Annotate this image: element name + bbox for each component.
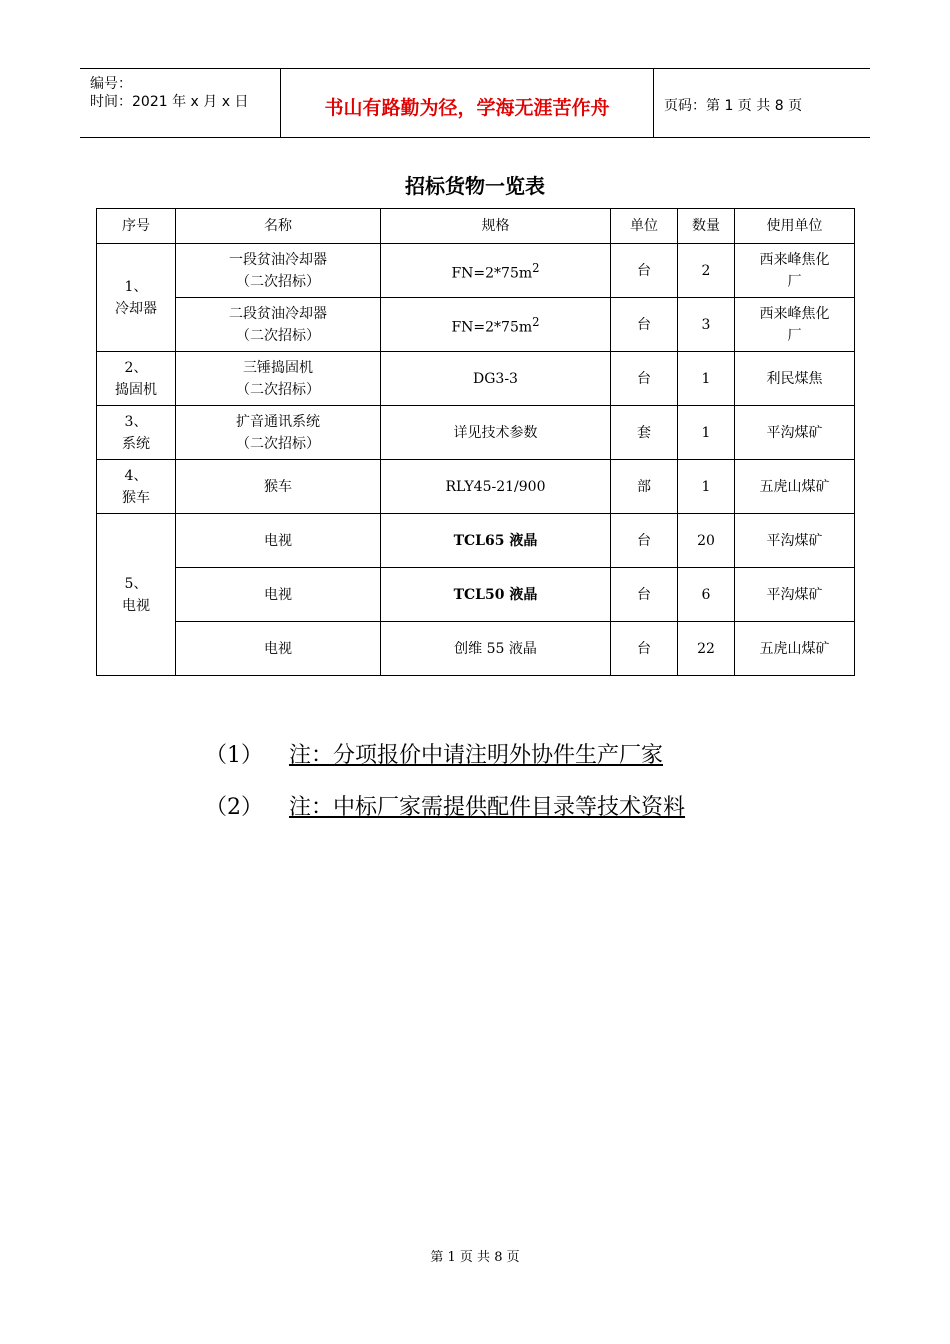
name-cell: 电视 bbox=[176, 568, 381, 622]
item-name: 一段贫油冷却器 bbox=[229, 251, 327, 268]
qty-cell: 20 bbox=[678, 514, 735, 568]
number-label: 编号： bbox=[90, 76, 132, 92]
note-item bbox=[205, 790, 685, 842]
name-cell bbox=[176, 244, 381, 298]
spec-cell bbox=[381, 298, 611, 352]
group-category: 冷却器 bbox=[115, 300, 157, 317]
unit-cell: 台 bbox=[611, 514, 678, 568]
table-row bbox=[97, 244, 855, 298]
group-category: 电视 bbox=[122, 597, 150, 614]
header-unit: 单位 bbox=[611, 209, 678, 244]
spec-cell: 创维 55 液晶 bbox=[381, 622, 611, 676]
item-name-note: （二次招标） bbox=[236, 381, 320, 398]
name-cell: 猴车 bbox=[176, 460, 381, 514]
group-category: 捣固机 bbox=[115, 381, 157, 398]
spec-cell: DG3-3 bbox=[381, 352, 611, 406]
qty-cell: 1 bbox=[678, 352, 735, 406]
group-seq: 5、 bbox=[124, 575, 148, 592]
table-header-row bbox=[97, 209, 855, 244]
name-cell bbox=[176, 352, 381, 406]
user-name: 西来峰焦化 bbox=[759, 251, 830, 268]
unit-cell: 台 bbox=[611, 568, 678, 622]
qty-cell: 3 bbox=[678, 298, 735, 352]
unit-cell: 套 bbox=[611, 406, 678, 460]
header-page-cell bbox=[654, 69, 870, 137]
group-category: 系统 bbox=[122, 435, 150, 452]
note-text: 注：中标厂家需提供配件目录等技术资料 bbox=[289, 795, 686, 820]
header-name: 名称 bbox=[176, 209, 381, 244]
page-footer: 第 1 页 共 8 页 bbox=[430, 1250, 520, 1265]
header-motto-cell bbox=[281, 69, 654, 137]
name-cell: 电视 bbox=[176, 514, 381, 568]
name-cell: 电视 bbox=[176, 622, 381, 676]
qty-cell: 1 bbox=[678, 460, 735, 514]
group-category: 猴车 bbox=[122, 489, 150, 506]
goods-table bbox=[96, 208, 855, 676]
unit-cell: 台 bbox=[611, 622, 678, 676]
user-cell: 五虎山煤矿 bbox=[735, 622, 855, 676]
header-user: 使用单位 bbox=[735, 209, 855, 244]
motto: 书山有路勤为径，学海无涯苦作舟 bbox=[324, 97, 610, 119]
note-text: 注：分项报价中请注明外协件生产厂家 bbox=[289, 743, 664, 768]
spec-cell: TCL50 液晶 bbox=[381, 568, 611, 622]
notes-section bbox=[205, 738, 685, 842]
item-name: 三锤捣固机 bbox=[243, 359, 313, 376]
spec-superscript: 2 bbox=[532, 260, 540, 275]
item-name-note: （二次招标） bbox=[236, 273, 320, 290]
table-row bbox=[97, 622, 855, 676]
page-title: 招标货物一览表 bbox=[405, 174, 545, 198]
user-name-cont: 厂 bbox=[787, 273, 802, 290]
header-qty: 数量 bbox=[678, 209, 735, 244]
group-cell bbox=[97, 460, 176, 514]
table-row bbox=[97, 352, 855, 406]
unit-cell: 部 bbox=[611, 460, 678, 514]
header-spec: 规格 bbox=[381, 209, 611, 244]
item-name: 二段贫油冷却器 bbox=[229, 305, 327, 322]
group-cell bbox=[97, 514, 176, 676]
name-cell bbox=[176, 406, 381, 460]
group-cell bbox=[97, 352, 176, 406]
qty-cell: 22 bbox=[678, 622, 735, 676]
header-seq: 序号 bbox=[97, 209, 176, 244]
time-label: 时间：2021 年 x 月 x 日 bbox=[90, 94, 249, 110]
group-cell bbox=[97, 244, 176, 352]
group-seq: 2、 bbox=[124, 359, 148, 376]
spec-cell: TCL65 液晶 bbox=[381, 514, 611, 568]
qty-cell: 2 bbox=[678, 244, 735, 298]
qty-cell: 6 bbox=[678, 568, 735, 622]
user-cell bbox=[735, 244, 855, 298]
item-name-note: （二次招标） bbox=[236, 327, 320, 344]
user-name-cont: 厂 bbox=[787, 327, 802, 344]
spec-cell bbox=[381, 244, 611, 298]
table-row bbox=[97, 568, 855, 622]
item-spec: FN=2*75m bbox=[451, 265, 533, 282]
user-cell bbox=[735, 298, 855, 352]
unit-cell: 台 bbox=[611, 298, 678, 352]
qty-cell: 1 bbox=[678, 406, 735, 460]
page-info: 页码：第 1 页 共 8 页 bbox=[664, 98, 803, 114]
note-number: （2） bbox=[205, 795, 263, 820]
item-name-note: （二次招标） bbox=[236, 435, 320, 452]
table-row bbox=[97, 460, 855, 514]
group-seq: 4、 bbox=[124, 467, 148, 484]
unit-cell: 台 bbox=[611, 352, 678, 406]
note-item bbox=[205, 738, 685, 790]
group-cell bbox=[97, 406, 176, 460]
item-spec: FN=2*75m bbox=[451, 319, 533, 336]
user-cell: 平沟煤矿 bbox=[735, 406, 855, 460]
user-cell: 五虎山煤矿 bbox=[735, 460, 855, 514]
user-cell: 平沟煤矿 bbox=[735, 514, 855, 568]
table-row bbox=[97, 406, 855, 460]
user-cell: 平沟煤矿 bbox=[735, 568, 855, 622]
spec-cell: 详见技术参数 bbox=[381, 406, 611, 460]
spec-cell: RLY45-21/900 bbox=[381, 460, 611, 514]
unit-cell: 台 bbox=[611, 244, 678, 298]
header-meta bbox=[80, 69, 281, 137]
table-row bbox=[97, 298, 855, 352]
group-seq: 1、 bbox=[124, 278, 148, 295]
user-cell: 利民煤焦 bbox=[735, 352, 855, 406]
table-row bbox=[97, 514, 855, 568]
spec-superscript: 2 bbox=[532, 314, 540, 329]
name-cell bbox=[176, 298, 381, 352]
item-name: 扩音通讯系统 bbox=[236, 413, 320, 430]
group-seq: 3、 bbox=[124, 413, 148, 430]
document-header bbox=[80, 68, 870, 138]
user-name: 西来峰焦化 bbox=[759, 305, 830, 322]
note-number: （1） bbox=[205, 743, 263, 768]
